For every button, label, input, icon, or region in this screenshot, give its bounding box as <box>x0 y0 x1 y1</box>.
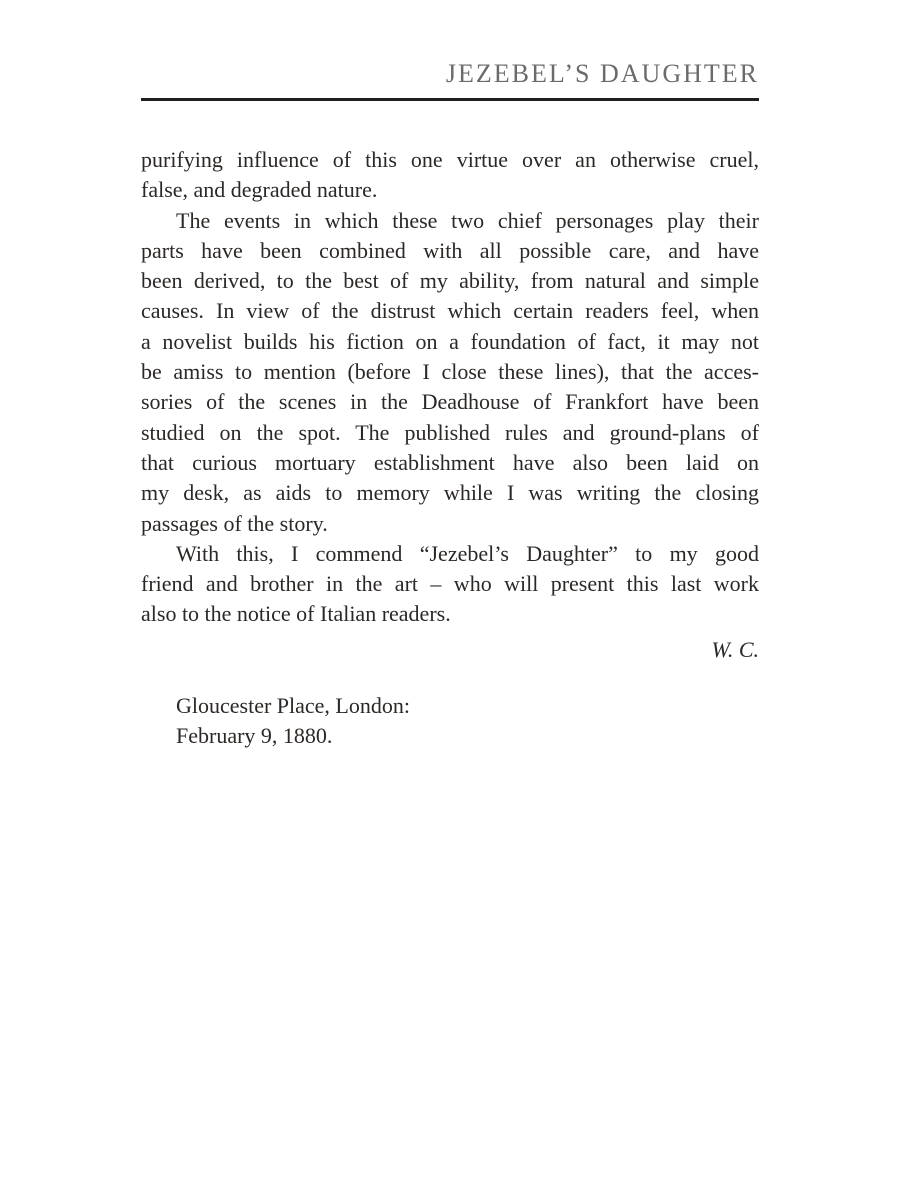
text-line: With this, I commend “Jezebel’s Daughter” to my good <box>176 540 759 566</box>
address-line-place: Gloucester Place, London: <box>176 693 410 719</box>
text-line: be amiss to mention (before I close these lines), that the acces- <box>141 359 759 385</box>
text-column <box>141 0 759 752</box>
text-line: that curious mortuary establishment have also been laid on <box>141 449 759 475</box>
paragraph <box>141 539 759 630</box>
address-line-date: February 9, 1880. <box>176 723 333 749</box>
header-rule <box>141 98 759 101</box>
running-header: JEZEBEL’S DAUGHTER <box>445 59 759 88</box>
text-line: also to the notice of Italian readers. <box>141 601 451 627</box>
text-line: false, and degraded nature. <box>141 177 378 203</box>
text-line: The events in which these two chief personages play their <box>176 207 759 233</box>
paragraph <box>141 206 759 539</box>
author-initials: W. C. <box>711 636 759 662</box>
text-line: studied on the spot. The published rules and ground-plans of <box>141 419 759 445</box>
body-text <box>141 145 759 630</box>
text-line: been derived, to the best of my ability, from natural and simple <box>141 268 759 294</box>
text-line: passages of the story. <box>141 510 328 536</box>
text-line: friend and brother in the art – who will present this last work <box>141 571 759 597</box>
text-line: a novelist builds his fiction on a foundation of fact, it may not <box>141 328 759 354</box>
text-line: sories of the scenes in the Deadhouse of Frankfort have been <box>141 389 759 415</box>
address-block <box>141 691 759 752</box>
text-line: my desk, as aids to memory while I was writing the closing <box>141 480 759 506</box>
paragraph <box>141 145 759 206</box>
text-line: purifying influence of this one virtue over an otherwise cruel, <box>141 147 759 172</box>
text-line: causes. In view of the distrust which certain readers feel, when <box>141 298 759 324</box>
text-line: parts have been combined with all possible care, and have <box>141 237 759 263</box>
